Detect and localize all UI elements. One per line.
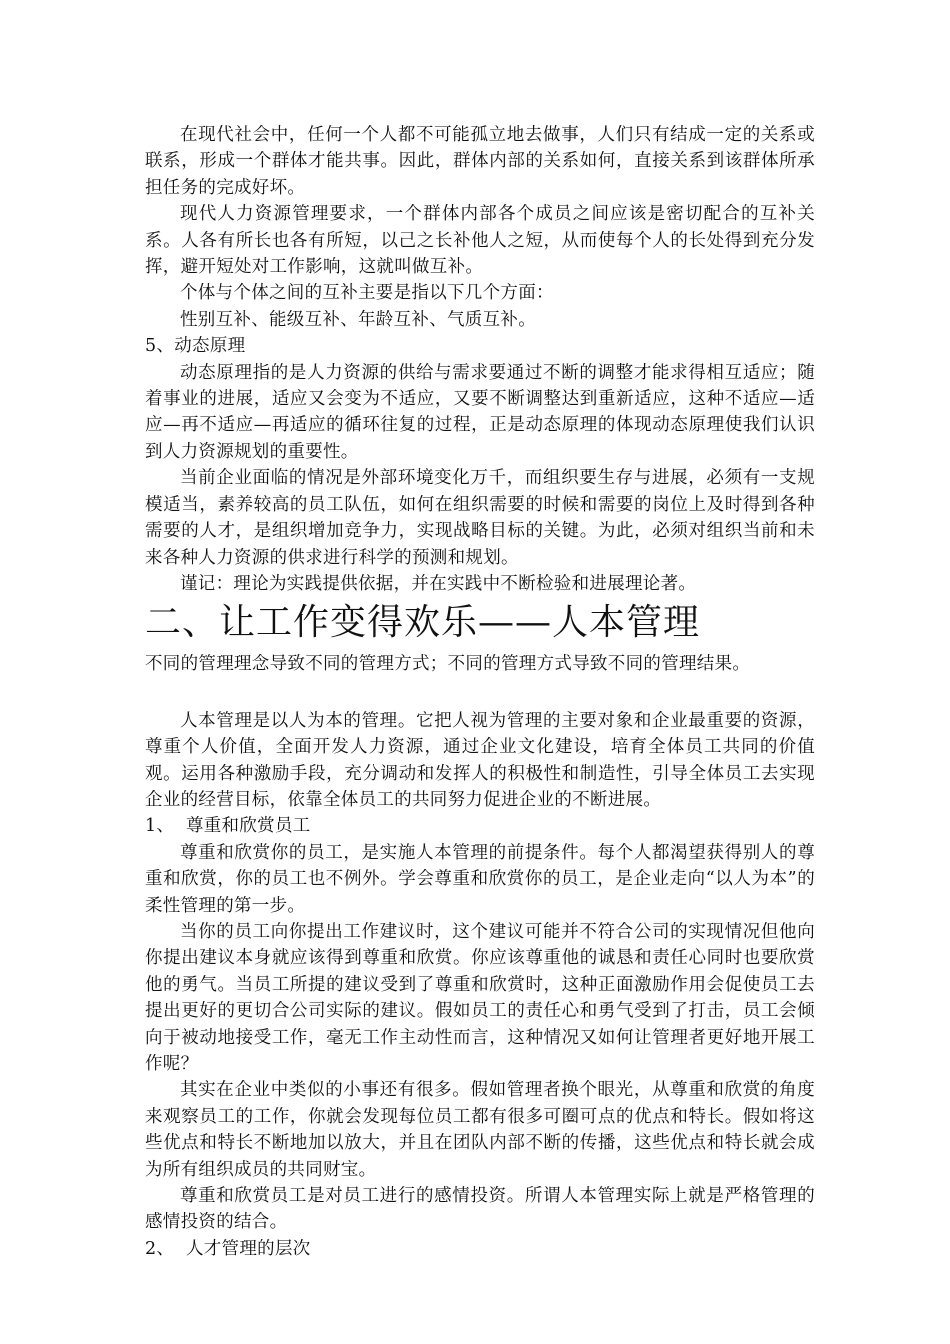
paragraph: 性别互补、能级互补、年龄互补、气质互补。 [180, 309, 536, 330]
paragraph: 现代人力资源管理要求，一个群体内部各个成员之间应该是密切配合的互补关系。人各有所长也各有所短，以己之长补他人之短，从而使每个人的长处得到充分发挥，避开短处对工作影响，这就叫做互补。 [145, 204, 815, 278]
paragraph: 当你的员工向你提出工作建议时，这个建议可能并不符合公司的实现情况但他向你提出建议本身就应该得到尊重和欣赏。你应该尊重他的诚恳和责任心同时也要欣赏他的勇气。当员工所提的建议受到了尊重和欣赏时，这种正面激励作用会促使员工去提出更好的更切合公司实际的建议。假如员工的责任心和勇气受到了打击，员工会倾向于被动地接受工作，毫无工作主动性而言，这种情况又如何让管理者更好地开展工作呢？ [145, 921, 815, 1074]
paragraph: 动态原理指的是人力资源的供给与需求要通过不断的调整才能求得相互适应；随着事业的进展，适应又会变为不适应，又要不断调整达到重新适应，这种不适应—适应—再不适应—再适应的循环往复的过程，正是动态原理的体现动态原理使我们认识到人力资源规划的重要性。 [145, 362, 815, 462]
chapter-lead: 不同的管理理念导致不同的管理方式；不同的管理方式导致不同的管理结果。 [145, 654, 751, 675]
paragraph: 谨记：理论为实践提供依据，并在实践中不断检验和进展理论著。 [180, 573, 697, 594]
item-heading: 2、 人才管理的层次 [145, 1238, 311, 1259]
item-heading: 1、 尊重和欣赏员工 [145, 816, 311, 837]
section-heading: 5、动态原理 [145, 336, 246, 357]
paragraph: 尊重和欣赏员工是对员工进行的感情投资。所谓人本管理实际上就是严格管理的感情投资的结合。 [145, 1186, 815, 1233]
paragraph: 个体与个体之间的互补主要是指以下几个方面： [180, 283, 554, 304]
paragraph: 尊重和欣赏你的员工，是实施人本管理的前提条件。每个人都渴望获得别人的尊重和欣赏，你的员工也不例外。学会尊重和欣赏你的员工，是企业走向“以人为本”的柔性管理的第一步。 [145, 842, 815, 916]
paragraph: 当前企业面临的情况是外部环境变化万千，而组织要生存与进展，必须有一支规模适当，素养较高的员工队伍，如何在组织需要的时候和需要的岗位上及时得到各种需要的人才，是组织增加竞争力，实现战略目标的关键。为此，必须对组织当前和未来各种人力资源的供求进行科学的预测和规划。 [145, 468, 815, 568]
paragraph: 其实在企业中类似的小事还有很多。假如管理者换个眼光，从尊重和欣赏的角度来观察员工的工作，你就会发现每位员工都有很多可圈可点的优点和特长。假如将这些优点和特长不断地加以放大，并且在团队内部不断的传播，这些优点和特长就会成为所有组织成员的共同财宝。 [145, 1080, 815, 1180]
chapter-title: 二、让工作变得欢乐——人本管理 [145, 602, 701, 644]
paragraph: 人本管理是以人为本的管理。它把人视为管理的主要对象和企业最重要的资源，尊重个人价值，全面开发人力资源，通过企业文化建设，培育全体员工共同的价值观。运用各种激励手段，充分调动和发挥人的积极性和制造性，引导全体员工去实现企业的经营目标，依靠全体员工的共同努力促进企业的不断进展。 [145, 710, 815, 810]
paragraph: 在现代社会中，任何一个人都不可能孤立地去做事，人们只有结成一定的关系或联系，形成一个群体才能共事。因此，群体内部的关系如何，直接关系到该群体所承担任务的完成好坏。 [145, 125, 815, 198]
document-body [145, 122, 815, 1262]
